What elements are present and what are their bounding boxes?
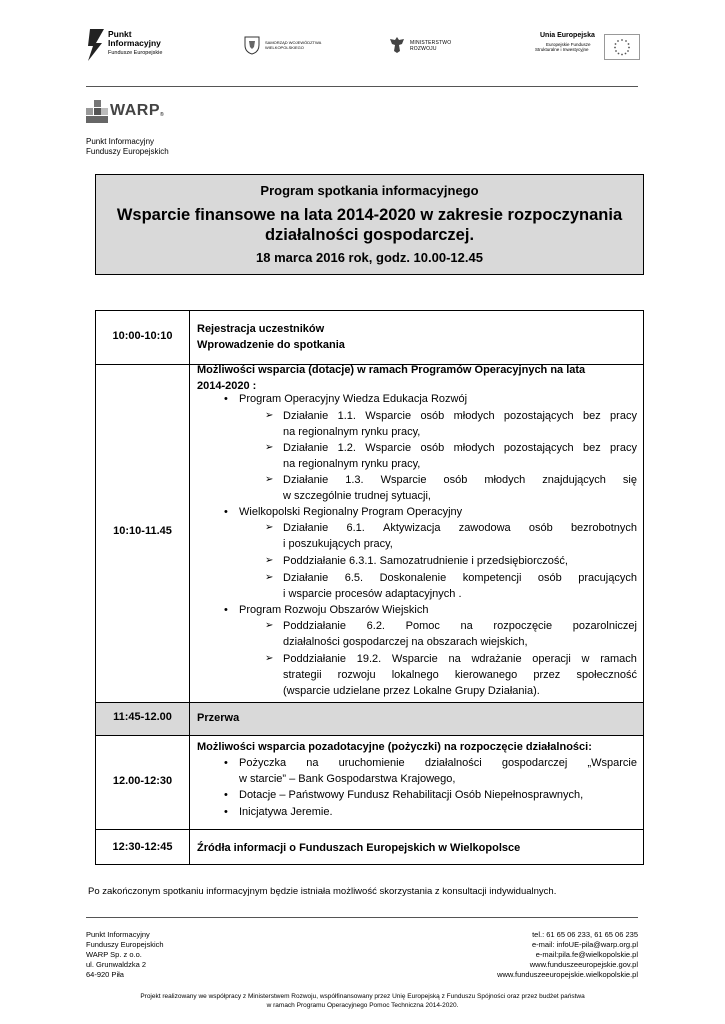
- row4-b1-line1: Pożyczka na uruchomienie działalności gospodarczej „Wsparcie: [239, 757, 637, 769]
- list-item: [265, 618, 637, 650]
- row2-p1c1: Działanie 1.3. Wsparcie osób młodych znajdujących się: [283, 474, 637, 486]
- row4-b2: Dotacje – Państwowy Fundusz Rehabilitacji Osób Niepełnosprawnych,: [239, 789, 584, 801]
- samorzad-text: SAMORZĄD WOJEWÓDZTWA WIELKOPOLSKIEGO: [265, 40, 322, 50]
- row4-heading: Możliwości wsparcia pozadotacyjne (pożyczki) na rozpoczęcie działalności:: [197, 741, 592, 753]
- org-line2: Funduszy Europejskich: [86, 147, 169, 156]
- row2-p3b1: Poddziałanie 19.2. Wsparcie na wdrażanie operacji w ramach: [283, 653, 637, 665]
- ministerstwo-line2: ROZWOJU: [410, 46, 437, 52]
- arrow-bullet-icon: ➢: [265, 572, 274, 583]
- row2-p2c2: i wsparcie procesów adaptacyjnych .: [283, 588, 462, 600]
- org-name: [86, 137, 169, 157]
- crest-icon: [243, 35, 261, 55]
- project-line2: w ramach Programu Operacyjnego Pomoc Techniczna 2014-2020.: [266, 1002, 459, 1009]
- footer-left-line: Funduszy Europejskich: [86, 940, 164, 949]
- arrow-bullet-icon: ➢: [265, 442, 274, 453]
- list-item: [265, 440, 637, 472]
- footer-left-line: WARP Sp. z o.o.: [86, 950, 142, 959]
- bullet-icon: •: [224, 757, 228, 769]
- row4-b1-line2: w starcie” – Bank Gospodarstwa Krajowego,: [239, 773, 456, 785]
- footer-email-link[interactable]: e-mail:pila.fe@wielkopolskie.pl: [535, 950, 638, 959]
- bullet-icon: •: [224, 789, 228, 801]
- ministerstwo-line1: MINISTERSTWO: [410, 40, 452, 46]
- title-box: [95, 174, 644, 275]
- page-subtitle: Program spotkania informacyjnego: [260, 183, 479, 198]
- list-item: [224, 602, 429, 618]
- agenda-item: Przerwa: [197, 712, 240, 724]
- list-item: [224, 804, 333, 820]
- warp-name: WARP: [110, 102, 160, 119]
- row1-line2: Wprowadzenie do spotkania: [197, 339, 345, 351]
- time-cell: 10:10-11.45: [113, 525, 172, 537]
- consultation-note: Po zakończonym spotkaniu informacyjnym będzie istniała możliwość skorzystania z konsultacji indywidualnych.: [88, 886, 557, 897]
- row2-p2c1: Działanie 6.5. Doskonalenie kompetencji osób pracujących: [283, 572, 637, 584]
- table-column-divider: [189, 310, 190, 865]
- list-item: [265, 570, 637, 602]
- footer-website-link[interactable]: www.funduszeeuropejskie.wielkopolskie.pl: [497, 970, 638, 979]
- row2-p2b: Poddziałanie 6.3.1. Samozatrudnienie i przedsiębiorczość,: [283, 555, 568, 567]
- header-divider: [86, 86, 638, 87]
- row2-p3b3: (wsparcie udzielane przez Lokalne Grupy Działania).: [283, 685, 540, 697]
- ue-line1: Unia Europejska: [540, 32, 595, 39]
- table-row-divider: [95, 735, 644, 736]
- row2-p1b1: Działanie 1.2. Wsparcie osób młodych pozostających bez pracy: [283, 442, 637, 454]
- list-item: [224, 504, 463, 520]
- row1-line1: Rejestracja uczestników: [197, 323, 325, 335]
- list-item: [224, 391, 468, 407]
- bullet-icon: •: [224, 506, 228, 518]
- row4-b3: Inicjatywa Jeremie.: [239, 806, 333, 818]
- project-line1: Projekt realizowany we współpracy z Ministerstwem Rozwoju, współfinansowany przez Unię Europejską z Funduszu Spójności oraz przez budżet państwa: [140, 993, 585, 1000]
- arrow-bullet-icon: ➢: [265, 620, 274, 631]
- bullet-icon: •: [224, 806, 228, 818]
- arrow-bullet-icon: ➢: [265, 410, 274, 421]
- bullet-icon: •: [224, 604, 228, 616]
- pif-line1: Punkt: [108, 29, 132, 39]
- arrow-bullet-icon: ➢: [265, 474, 274, 485]
- warp-reg: ®: [160, 112, 164, 118]
- row2-p2a2: i poszukujących pracy,: [283, 538, 393, 550]
- footer-phone: tel.: 61 65 06 233, 61 65 06 235: [532, 930, 638, 939]
- page-title: [96, 205, 643, 245]
- footer-left-line: 64-920 Piła: [86, 970, 124, 979]
- org-line1: Punkt Informacyjny: [86, 137, 155, 146]
- logo-punkt-informacyjny: [88, 27, 198, 65]
- row2-heading: [197, 362, 585, 394]
- footer-left-line: ul. Grunwaldzka 2: [86, 960, 147, 969]
- pif-mark-icon: [88, 29, 104, 61]
- time-cell: 10:00-10:10: [112, 330, 173, 342]
- footer-website-link[interactable]: www.funduszeeuropejskie.gov.pl: [529, 960, 638, 969]
- ue-line3: Strukturalne i Inwestycyjne: [535, 47, 589, 52]
- row2-p1b2: na regionalnym rynku pracy,: [283, 458, 421, 470]
- program-name: Wielkopolski Regionalny Program Operacyjny: [239, 506, 463, 518]
- bullet-icon: •: [224, 393, 228, 405]
- footer-email-link[interactable]: e-mail: infoUE-pila@warp.org.pl: [532, 940, 638, 949]
- table-row-divider: [95, 702, 644, 703]
- logo-warp: [86, 100, 176, 126]
- ue-line2: Europejskie Fundusze: [546, 42, 591, 47]
- time-cell: 11:45-12.00: [113, 711, 172, 723]
- pif-line3: Fundusze Europejskie: [108, 50, 163, 56]
- row2-p2a1: Działanie 6.1. Aktywizacja zawodowa osób bezrobotnych: [283, 522, 637, 534]
- logo-samorzad: [243, 35, 343, 57]
- row2-p3b2: strategii rozwoju lokalnego kierowanego przez społeczność: [283, 669, 637, 681]
- event-date: 18 marca 2016 rok, godz. 10.00-12.45: [256, 250, 483, 265]
- agenda-item: Źródła informacji o Funduszach Europejskich w Wielkopolsce: [197, 842, 521, 854]
- pif-line2: Informacyjny: [108, 38, 161, 48]
- logo-unia-europejska: [535, 32, 640, 62]
- arrow-bullet-icon: ➢: [265, 555, 274, 566]
- table-row-divider: [95, 829, 644, 830]
- footer-contact: [497, 930, 638, 980]
- list-item: [224, 755, 637, 787]
- eu-flag-icon: [604, 34, 640, 60]
- list-item: [265, 408, 637, 440]
- list-item: [265, 520, 637, 552]
- program-name: Program Operacyjny Wiedza Edukacja Rozwój: [239, 393, 468, 405]
- row2-p1a1: Działanie 1.1. Wsparcie osób młodych pozostających bez pracy: [283, 410, 637, 422]
- time-cell: 12.00-12:30: [112, 775, 173, 787]
- list-item: [265, 553, 568, 569]
- row2-p3a2: działalności gospodarczej na obszarach wiejskich,: [283, 636, 528, 648]
- list-item: [265, 472, 637, 504]
- row2-heading-line1: Możliwości wsparcia (dotacje) w ramach Programów Operacyjnych na lata: [197, 364, 586, 376]
- row2-p3a1: Poddziałanie 6.2. Pomoc na rozpoczęcie pozarolniczej: [283, 620, 637, 632]
- footer-divider: [86, 917, 638, 918]
- row2-p1a2: na regionalnym rynku pracy,: [283, 426, 421, 438]
- footer-left-line: Punkt Informacyjny: [86, 930, 150, 939]
- eagle-icon: [388, 35, 406, 55]
- title-line2: działalności gospodarczej.: [264, 226, 475, 244]
- agenda-item: [197, 321, 345, 353]
- title-line1: Wsparcie finansowe na lata 2014-2020 w zakresie rozpoczynania: [116, 206, 623, 224]
- arrow-bullet-icon: ➢: [265, 522, 274, 533]
- list-item: [265, 651, 637, 699]
- time-cell: 12:30-12:45: [112, 841, 173, 853]
- project-note: [90, 992, 635, 1010]
- footer-address: [86, 930, 164, 980]
- logo-ministerstwo: [388, 35, 468, 57]
- arrow-bullet-icon: ➢: [265, 653, 274, 664]
- row2-p1c2: w szczególnie trudnej sytuacji,: [283, 490, 431, 502]
- list-item: [224, 787, 584, 803]
- warp-mark-icon: [86, 100, 108, 124]
- row2-heading-line2: 2014-2020 :: [197, 380, 257, 392]
- program-name: Program Rozwoju Obszarów Wiejskich: [239, 604, 429, 616]
